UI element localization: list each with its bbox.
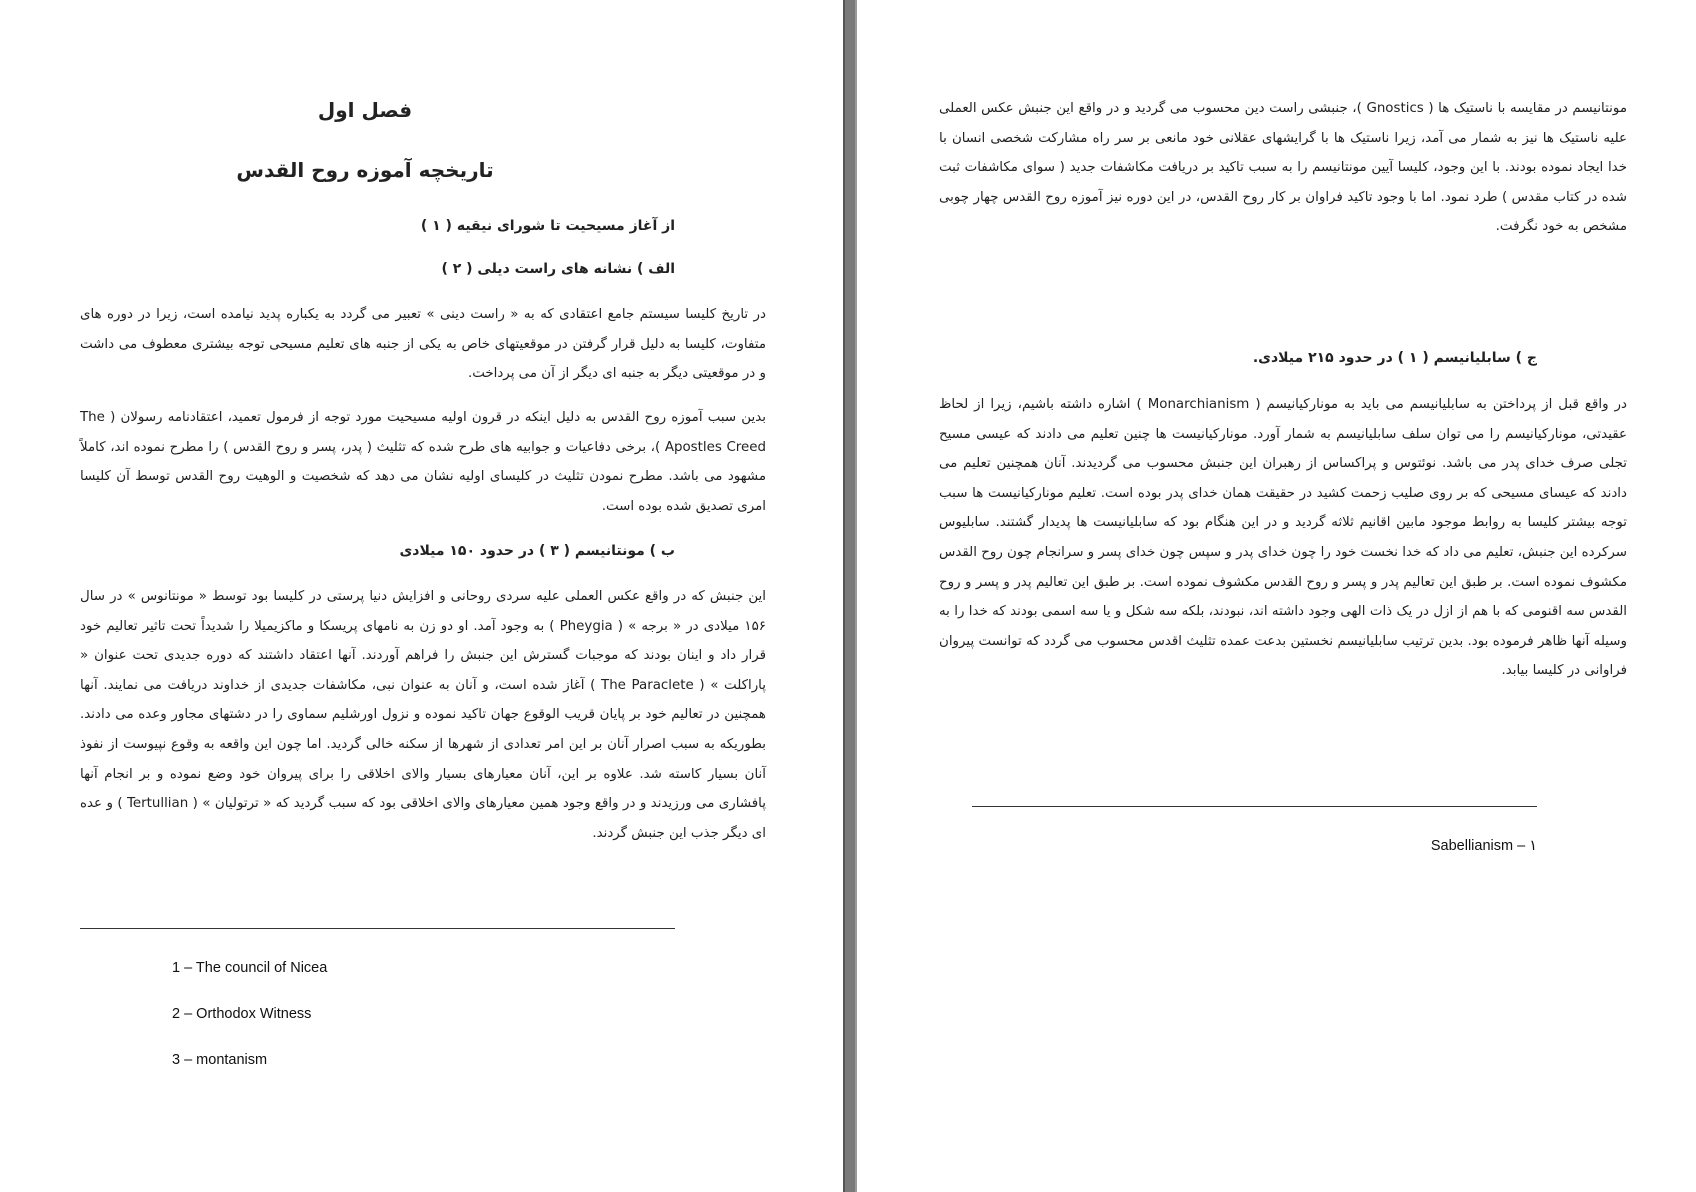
paragraph-3: این جنبش که در واقع عکس العملی علیه سردی روحانی و افزایش دنیا پرستی در کلیسا بود توسط « مونتانوس » در سال ۱۵۶ میلادی در « برجه » ( Pheygia ) به وجود آمد. او دو زن به نامهای پریسکا و ماکزیمیلا را شدیداً تحت تاثیر تعالیم خود قرار داد و اینان بودند که موجبات گسترش این جنبش را فراهم آوردند. آنها اعتقاد داشتند که دوره جدیدی تحت عنوان « پاراکلت » ( The Paraclete ) آغاز شده است، و آنان به عنوان نبی، مکاشفات جدیدی از خداوند دریافت می نمایند. آنها همچنین در تعالیم خود بر پایان قریب الوقوع جهان تاکید نموده و نزول اورشلیم سماوی را در دشتهای مجاور وعده می دادند. بطوریکه به سبب اصرار آنان بر این امر تعدادی از شهرها از سکنه خالی گردید. اما چون این واقعه به وقوع نپیوست از نفوذ آنان بسیار کاسته شد. علاوه بر این، آنان معیارهای بسیار والای اخلاقی را برای پیروان خود وضع نموده و بر انجام آنها پافشاری می ورزیدند و در واقع وجود همین معیارهای والای اخلاقی بود که سبب گردید که « ترتولیان » ( Tertullian ) و عده ای دیگر جذب این جنبش گردند. — [80, 589, 766, 841]
right-page — [857, 0, 1696, 1192]
subsection-heading-b: ب ) مونتانیسم ( ۳ ) در حدود ۱۵۰ میلادی — [399, 543, 675, 559]
footnote-separator — [80, 928, 675, 929]
right-paragraph-2: در واقع قبل از پرداختن به سابلیانیسم می باید به مونارکیانیسم ( Monarchianism ) اشاره داشته باشیم، زیرا از لحاظ عقیدتی، مونارکیانیسم را می توان سلف سابلیانیسم به شمار آورد. مونارکیانیست ها چنین تعلیم می دادند که عیسی مسیح تجلی صرف خدای پدر می باشد. نوئتوس و پراکساس از رهبران این جنبش محسوب می گردیدند. آنان همچنین تعلیم می دادند که عیسای مسیحی که بر روی صلیب زحمت کشید در حقیقت همان خدای پدر بوده است. تعلیم مونارکیانیست ها سبب توجه بیشتر کلیسا به روابط موجود مابین اقانیم ثلاثه گردید و در این هنگام بود که سابلیانیست ها پدیدار گشتند. سابلیوس سرکرده این جنبش، تعلیم می داد که خدا نخست خود را چون خدای پدر و سپس چون خدای پسر و سرانجام چون روح القدس مکشوف نموده است. بر طبق این تعالیم پدر و پسر و روح القدس مکشوف نموده است. بر طبق این تعالیم پدر و پسر و روح القدس سه اقنومی که با هم از ازل در یک ذات الهی وجود داشته اند، نبودند، بلکه سه شکل و یا سه اسمی بودند که خدا را به وسیله آنها ظاهر فرموده بود. بدین ترتیب سابلیانیسم نخستین بدعت عمده تثلیث اقدس محسوب می گردد که توانست پیروان فراوانی در کلیسا بیابد. — [939, 397, 1627, 679]
right-footnote-separator — [972, 806, 1537, 807]
chapter-subtitle: تاریخچه آموزه روح القدس — [236, 158, 494, 182]
right-paragraph-1: مونتانیسم در مقایسه با ناستیک ها ( Gnostics )، جنبشی راست دین محسوب می گردید و در واقع این جنبش عکس العملی علیه ناستیک ها نیز به شمار می آمد، زیرا ناستیک ها با گرایشهای عقلانی خود مانعی بر سر راه مشارکت شخصی انسان با خدا ایجاد نموده بودند. با این وجود، کلیسا آیین مونتانیسم را به سبب تاکید بر دریافت مکاشفات جدید ( سوای مکاشفات ثبت شده در کتاب مقدس ) طرد نمود. اما با وجود تاکید فراوان بر کار روح القدس، در این دوره نیز آموزه روح القدس چهار چوبی مشخص به خود نگرفت. — [939, 101, 1627, 235]
page-divider — [843, 0, 857, 1192]
paragraph-1: در تاریخ کلیسا سیستم جامع اعتقادی که به « راست دینی » تعبیر می گردد به یکباره پدید نیامده است، زیرا در دوره های متفاوت، کلیسا به دلیل قرار گرفتن در موقعیتهای خاص به یکی از جنبه های تعلیم مسیحی توجه بیشتری معطوف می داشت و در موقعیتی دیگر به جنبه ای دیگر از آن می پرداخت. — [80, 307, 766, 382]
paragraph-2: بدین سبب آموزه روح القدس به دلیل اینکه در قرون اولیه مسیحیت مورد توجه از فرمول تعمید، اعتقادنامه رسولان ( The Apostles Creed )، برخی دفاعیات و جوابیه های طرح شده که تثلیث ( پدر، پسر و روح القدس ) را مطرح نموده اند، کاملاً مشهود می باشد. مطرح نمودن تثلیث در کلیسای اولیه نشان می دهد که شخصیت و الوهیت روح القدس توسط آن کلیسا امری تصدیق شده بوده است. — [80, 410, 766, 514]
left-page — [0, 0, 843, 1192]
footnote-3: 3 – montanism — [172, 1052, 268, 1068]
chapter-title: فصل اول — [317, 98, 413, 122]
right-footnote-1: Sabellianism – ۱ — [1430, 838, 1537, 854]
footnote-1: 1 – The council of Nicea — [172, 960, 328, 976]
subsection-heading-c: ج ) سابلیانیسم ( ۱ ) در حدود ۲۱۵ میلادی. — [1252, 350, 1537, 366]
footnote-2: 2 – Orthodox Witness — [172, 1006, 312, 1022]
subsection-heading-a: الف ) نشانه های راست دیلی ( ۲ ) — [441, 261, 675, 277]
section-heading: از آغاز مسیحیت تا شورای نیقیه ( ۱ ) — [420, 218, 675, 234]
